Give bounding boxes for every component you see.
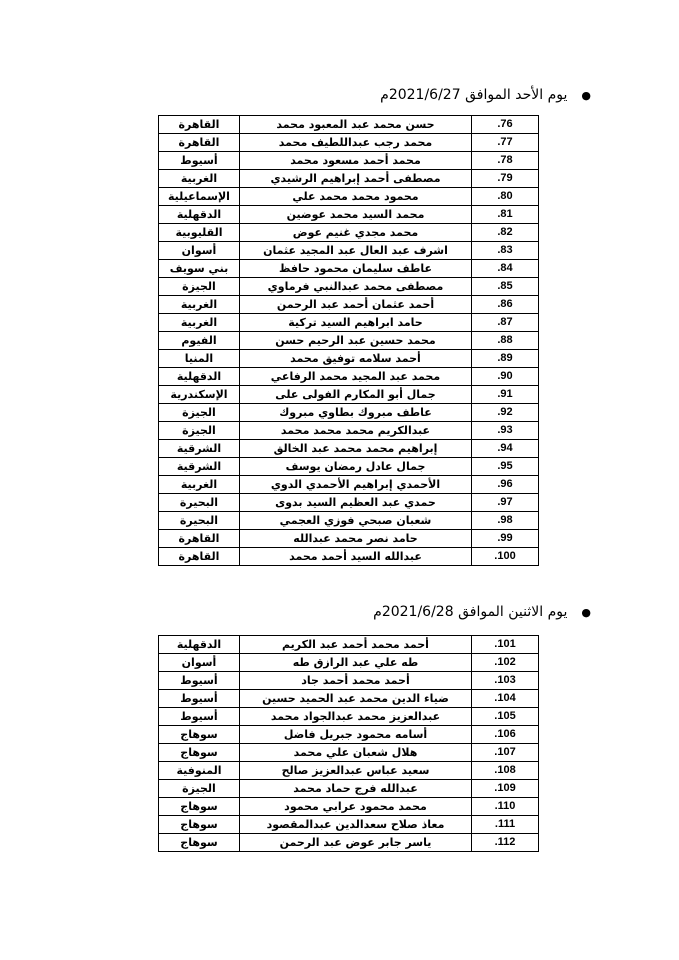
name-cell: محمد محمود عرابي محمود bbox=[240, 798, 472, 816]
name-cell: عبدالكريم محمد محمد محمد bbox=[240, 422, 472, 440]
name-cell: أحمد سلامه توفيق محمد bbox=[240, 350, 472, 368]
number-cell: .92 bbox=[472, 404, 539, 422]
table-row bbox=[159, 834, 539, 852]
day1-table bbox=[158, 115, 539, 566]
name-cell: ياسر جابر عوض عبد الرحمن bbox=[240, 834, 472, 852]
number-cell: .81 bbox=[472, 206, 539, 224]
governorate-cell: الجيزة bbox=[159, 278, 240, 296]
number-cell: .110 bbox=[472, 798, 539, 816]
number-cell: .101 bbox=[472, 636, 539, 654]
governorate-cell: سوهاج bbox=[159, 834, 240, 852]
table-row bbox=[159, 152, 539, 170]
number-cell: .111 bbox=[472, 816, 539, 834]
number-cell: .109 bbox=[472, 780, 539, 798]
table-row bbox=[159, 744, 539, 762]
table-row bbox=[159, 440, 539, 458]
governorate-cell: الجيزة bbox=[159, 780, 240, 798]
number-cell: .99 bbox=[472, 530, 539, 548]
table-row bbox=[159, 548, 539, 566]
name-cell: محمد عبد المجيد محمد الرفاعي bbox=[240, 368, 472, 386]
number-cell: .85 bbox=[472, 278, 539, 296]
table-row bbox=[159, 260, 539, 278]
number-cell: .79 bbox=[472, 170, 539, 188]
day2-heading bbox=[373, 603, 591, 622]
table-row bbox=[159, 816, 539, 834]
table-row bbox=[159, 368, 539, 386]
bullet-icon: ● bbox=[581, 606, 591, 619]
table-row bbox=[159, 116, 539, 134]
name-cell: إبراهيم محمد محمد عبد الخالق bbox=[240, 440, 472, 458]
governorate-cell: الغربية bbox=[159, 314, 240, 332]
number-cell: .78 bbox=[472, 152, 539, 170]
table-row bbox=[159, 494, 539, 512]
name-cell: محمد مجدي غنيم عوض bbox=[240, 224, 472, 242]
governorate-cell: سوهاج bbox=[159, 726, 240, 744]
name-cell: طه علي عبد الرازق طه bbox=[240, 654, 472, 672]
number-cell: .80 bbox=[472, 188, 539, 206]
governorate-cell: الشرقية bbox=[159, 458, 240, 476]
name-cell: الأحمدي إبراهيم الأحمدي الدوي bbox=[240, 476, 472, 494]
table-row bbox=[159, 188, 539, 206]
name-cell: عبدالله السيد أحمد محمد bbox=[240, 548, 472, 566]
governorate-cell: المنيا bbox=[159, 350, 240, 368]
name-cell: هلال شعبان علي محمد bbox=[240, 744, 472, 762]
governorate-cell: البحيرة bbox=[159, 512, 240, 530]
governorate-cell: سوهاج bbox=[159, 816, 240, 834]
table-row bbox=[159, 242, 539, 260]
name-cell: أسامه محمود جبريل فاضل bbox=[240, 726, 472, 744]
number-cell: .89 bbox=[472, 350, 539, 368]
name-cell: مصطفى أحمد إبراهيم الرشيدي bbox=[240, 170, 472, 188]
name-cell: عبدالعزيز محمد عبدالجواد محمد bbox=[240, 708, 472, 726]
number-cell: .97 bbox=[472, 494, 539, 512]
governorate-cell: الدقهلية bbox=[159, 206, 240, 224]
governorate-cell: الغربية bbox=[159, 170, 240, 188]
day2-heading-text: يوم الاثنين الموافق 2021/6/28م bbox=[373, 604, 568, 620]
table-row bbox=[159, 654, 539, 672]
table-row bbox=[159, 530, 539, 548]
governorate-cell: الدقهلية bbox=[159, 636, 240, 654]
governorate-cell: أسيوط bbox=[159, 672, 240, 690]
name-cell: عاطف سليمان محمود حافظ bbox=[240, 260, 472, 278]
name-cell: أحمد محمد أحمد جاد bbox=[240, 672, 472, 690]
day2-table bbox=[158, 635, 539, 852]
number-cell: .90 bbox=[472, 368, 539, 386]
table-row bbox=[159, 332, 539, 350]
name-cell: محمد السيد محمد عوضين bbox=[240, 206, 472, 224]
number-cell: .95 bbox=[472, 458, 539, 476]
governorate-cell: سوهاج bbox=[159, 744, 240, 762]
number-cell: .105 bbox=[472, 708, 539, 726]
day1-table-body bbox=[159, 116, 539, 566]
number-cell: .112 bbox=[472, 834, 539, 852]
number-cell: .82 bbox=[472, 224, 539, 242]
governorate-cell: القاهرة bbox=[159, 134, 240, 152]
name-cell: محمود محمد محمد علي bbox=[240, 188, 472, 206]
governorate-cell: القاهرة bbox=[159, 530, 240, 548]
table-row bbox=[159, 206, 539, 224]
table-row bbox=[159, 224, 539, 242]
table-row bbox=[159, 458, 539, 476]
governorate-cell: أسيوط bbox=[159, 690, 240, 708]
table-row bbox=[159, 726, 539, 744]
table-row bbox=[159, 798, 539, 816]
governorate-cell: المنوفية bbox=[159, 762, 240, 780]
governorate-cell: الغربية bbox=[159, 296, 240, 314]
number-cell: .88 bbox=[472, 332, 539, 350]
governorate-cell: القليوبية bbox=[159, 224, 240, 242]
name-cell: عاطف مبروك بطاوي مبروك bbox=[240, 404, 472, 422]
governorate-cell: الدقهلية bbox=[159, 368, 240, 386]
table-row bbox=[159, 512, 539, 530]
governorate-cell: بني سويف bbox=[159, 260, 240, 278]
table-row bbox=[159, 404, 539, 422]
number-cell: .102 bbox=[472, 654, 539, 672]
name-cell: محمد حسين عبد الرحيم حسن bbox=[240, 332, 472, 350]
table-row bbox=[159, 476, 539, 494]
table-row bbox=[159, 350, 539, 368]
number-cell: .106 bbox=[472, 726, 539, 744]
number-cell: .93 bbox=[472, 422, 539, 440]
number-cell: .104 bbox=[472, 690, 539, 708]
number-cell: .91 bbox=[472, 386, 539, 404]
day1-heading bbox=[380, 86, 591, 105]
name-cell: جمال أبو المكارم الفولى على bbox=[240, 386, 472, 404]
number-cell: .76 bbox=[472, 116, 539, 134]
name-cell: ضياء الدين محمد عبد الحميد حسين bbox=[240, 690, 472, 708]
name-cell: أحمد محمد أحمد عبد الكريم bbox=[240, 636, 472, 654]
table-row bbox=[159, 762, 539, 780]
governorate-cell: الجيزة bbox=[159, 404, 240, 422]
bullet-icon: ● bbox=[581, 89, 591, 102]
name-cell: حامد نصر محمد عبدالله bbox=[240, 530, 472, 548]
governorate-cell: القاهرة bbox=[159, 548, 240, 566]
number-cell: .77 bbox=[472, 134, 539, 152]
name-cell: اشرف عبد العال عبد المجيد عثمان bbox=[240, 242, 472, 260]
table-row bbox=[159, 296, 539, 314]
table-row bbox=[159, 170, 539, 188]
table-row bbox=[159, 672, 539, 690]
table-row bbox=[159, 690, 539, 708]
name-cell: حامد ابراهيم السيد تركية bbox=[240, 314, 472, 332]
table-row bbox=[159, 780, 539, 798]
number-cell: .98 bbox=[472, 512, 539, 530]
table-row bbox=[159, 134, 539, 152]
table-row bbox=[159, 636, 539, 654]
day2-table-body bbox=[159, 636, 539, 852]
governorate-cell: البحيرة bbox=[159, 494, 240, 512]
governorate-cell: أسوان bbox=[159, 242, 240, 260]
day1-heading-text: يوم الأحد الموافق 2021/6/27م bbox=[380, 87, 568, 103]
governorate-cell: الإسماعيلية bbox=[159, 188, 240, 206]
governorate-cell: الفيوم bbox=[159, 332, 240, 350]
name-cell: شعبان صبحي فوزي العجمي bbox=[240, 512, 472, 530]
table-row bbox=[159, 386, 539, 404]
governorate-cell: أسيوط bbox=[159, 708, 240, 726]
table-row bbox=[159, 422, 539, 440]
governorate-cell: الشرقية bbox=[159, 440, 240, 458]
name-cell: سعيد عباس عبدالعزيز صالح bbox=[240, 762, 472, 780]
number-cell: .96 bbox=[472, 476, 539, 494]
table-row bbox=[159, 314, 539, 332]
governorate-cell: الجيزة bbox=[159, 422, 240, 440]
name-cell: محمد أحمد مسعود محمد bbox=[240, 152, 472, 170]
name-cell: محمد رجب عبداللطيف محمد bbox=[240, 134, 472, 152]
number-cell: .100 bbox=[472, 548, 539, 566]
name-cell: حسن محمد عبد المعبود محمد bbox=[240, 116, 472, 134]
governorate-cell: سوهاج bbox=[159, 798, 240, 816]
number-cell: .87 bbox=[472, 314, 539, 332]
governorate-cell: أسوان bbox=[159, 654, 240, 672]
name-cell: عبدالله فرج حماد محمد bbox=[240, 780, 472, 798]
number-cell: .84 bbox=[472, 260, 539, 278]
number-cell: .83 bbox=[472, 242, 539, 260]
table-row bbox=[159, 278, 539, 296]
governorate-cell: القاهرة bbox=[159, 116, 240, 134]
name-cell: معاذ صلاح سعدالدين عبدالمقصود bbox=[240, 816, 472, 834]
name-cell: حمدي عبد العظيم السيد بدوى bbox=[240, 494, 472, 512]
number-cell: .94 bbox=[472, 440, 539, 458]
number-cell: .103 bbox=[472, 672, 539, 690]
table-row bbox=[159, 708, 539, 726]
number-cell: .107 bbox=[472, 744, 539, 762]
name-cell: أحمد عثمان أحمد عبد الرحمن bbox=[240, 296, 472, 314]
governorate-cell: الغربية bbox=[159, 476, 240, 494]
name-cell: مصطفى محمد عبدالنبي فرماوي bbox=[240, 278, 472, 296]
number-cell: .86 bbox=[472, 296, 539, 314]
governorate-cell: أسيوط bbox=[159, 152, 240, 170]
number-cell: .108 bbox=[472, 762, 539, 780]
governorate-cell: الإسكندرية bbox=[159, 386, 240, 404]
name-cell: جمال عادل رمضان يوسف bbox=[240, 458, 472, 476]
